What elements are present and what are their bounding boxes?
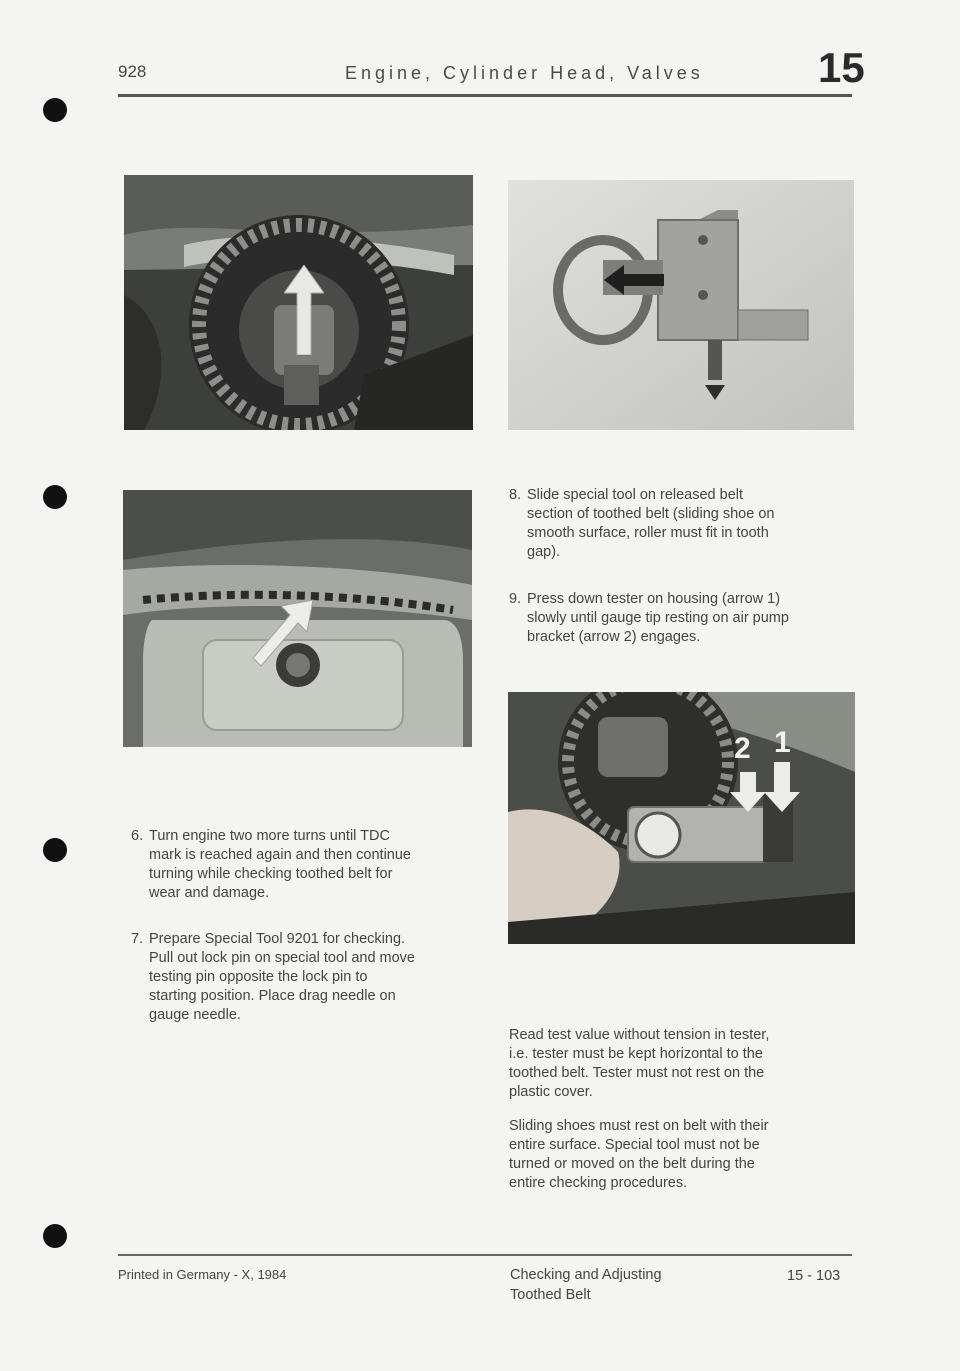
left-arrow-icon (604, 265, 664, 295)
photo-special-tool-9201 (508, 180, 854, 430)
arrow-label-2: 2 (734, 732, 751, 765)
step-8 (509, 486, 869, 566)
chapter-number: 15 (818, 44, 865, 91)
footer-printed: Printed in Germany - X, 1984 (118, 1267, 287, 1282)
step-line: smooth surface, roller must fit in tooth (527, 525, 769, 541)
step-line: wear and damage. (149, 885, 270, 901)
paragraph-line: toothed belt. Tester must not rest on the (509, 1065, 765, 1081)
step-line: Turn engine two more turns until TDC (149, 828, 390, 844)
paragraph-line: i.e. tester must be kept horizontal to the (509, 1046, 763, 1062)
down-arrow-icon (730, 772, 766, 812)
step-7 (131, 930, 491, 1030)
step-number: 7. (131, 931, 144, 947)
down-arrow-icon (764, 762, 800, 812)
footer-page-number: 15 - 103 (787, 1268, 841, 1284)
step-line: turning while checking toothed belt for (149, 866, 393, 882)
photo-camshaft-sprocket (124, 175, 473, 430)
step-line: starting position. Place drag needle on (149, 988, 396, 1004)
photo-belt-cover (123, 490, 472, 747)
step-line: testing pin opposite the lock pin to (149, 969, 368, 985)
step-line: gap). (527, 544, 561, 560)
step-line: bracket (arrow 2) engages. (527, 629, 701, 645)
footer-section-line2: Toothed Belt (510, 1287, 591, 1303)
paragraph-line: turned or moved on the belt during the (509, 1156, 755, 1172)
header-title: Engine, Cylinder Head, Valves (345, 63, 704, 83)
punch-hole (43, 98, 67, 122)
paragraph-line: entire checking procedures. (509, 1175, 688, 1191)
paragraph-line: entire surface. Special tool must not be (509, 1137, 760, 1153)
up-arrow-icon (284, 265, 324, 355)
paragraph-sliding-shoes (509, 1117, 869, 1193)
step-number: 8. (509, 487, 522, 503)
header-model-number: 928 (118, 62, 147, 81)
paragraph-line: Read test value without tension in tester, (509, 1027, 770, 1043)
step-9 (509, 590, 869, 650)
footer-rule (118, 1254, 852, 1256)
header-rule (118, 94, 852, 97)
step-number: 9. (509, 591, 522, 607)
step-line: section of toothed belt (sliding shoe on (527, 506, 775, 522)
step-line: Prepare Special Tool 9201 for checking. (149, 931, 406, 947)
arrow-label-1: 1 (774, 726, 791, 759)
diagonal-arrow-icon (251, 598, 315, 668)
paragraph-read-test-value (509, 1026, 869, 1102)
photo-tool-on-belt (508, 692, 855, 944)
step-line: slowly until gauge tip resting on air pump (527, 610, 789, 626)
paragraph-line: plastic cover. (509, 1084, 593, 1100)
paragraph-line: Sliding shoes must rest on belt with their (509, 1118, 769, 1134)
step-line: Slide special tool on released belt (527, 487, 744, 503)
step-number: 6. (131, 828, 144, 844)
footer-section-line1: Checking and Adjusting (510, 1267, 662, 1283)
step-line: Pull out lock pin on special tool and move (149, 950, 415, 966)
punch-hole (43, 838, 67, 862)
punch-hole (43, 485, 67, 509)
step-line: gauge needle. (149, 1007, 241, 1023)
step-6 (131, 827, 491, 907)
punch-hole (43, 1224, 67, 1248)
step-line: mark is reached again and then continue (149, 847, 411, 863)
step-line: Press down tester on housing (arrow 1) (527, 591, 781, 607)
